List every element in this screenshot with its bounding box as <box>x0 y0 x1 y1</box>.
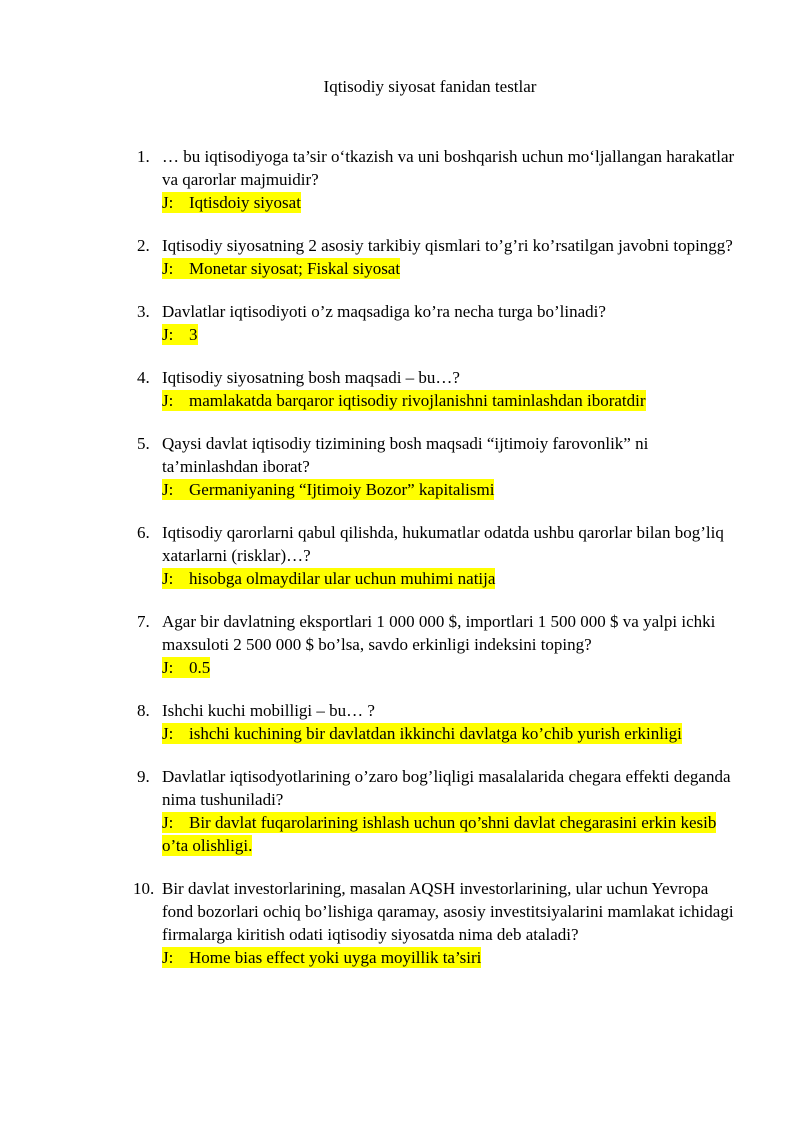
answer-line <box>162 656 742 679</box>
question-item <box>0 699 742 745</box>
question-item <box>0 432 742 501</box>
answer-text: 3 <box>189 325 198 344</box>
question-item <box>0 234 742 280</box>
answer-prefix: J: <box>162 569 174 588</box>
question-item <box>0 366 742 412</box>
answer-line <box>162 478 742 501</box>
answer-highlight <box>162 324 198 345</box>
answer-text: Monetar siyosat; Fiskal siyosat <box>189 259 401 278</box>
question-item <box>0 300 742 346</box>
answer-highlight <box>162 258 400 279</box>
answer-highlight <box>162 657 210 678</box>
question-item <box>0 145 742 214</box>
question-number: 6. <box>137 523 150 542</box>
question-text: Qaysi davlat iqtisodiy tizimining bosh maqsadi “ijtimoiy farovonlik” ni ta’minlashdan iborat? <box>162 434 649 476</box>
question-item <box>0 610 742 679</box>
answer-highlight <box>162 947 481 968</box>
question-item <box>0 521 742 590</box>
answer-line <box>162 722 742 745</box>
answer-prefix: J: <box>162 658 174 677</box>
question-text: Davlatlar iqtisodyotlarining o’zaro bog’liqligi masalalarida chegara effekti deganda nima tushuniladi? <box>162 767 731 809</box>
answer-line <box>162 389 742 412</box>
question-text: Bir davlat investorlarining, masalan AQSH investorlarining, ular uchun Yevropa fond bozorlari ochiq bo’lishiga qaramay, asosiy investitsiyalarini mamlakat ichidagi firmalarga kiritish odati iqtisodiy siyosatda nima deb ataladi? <box>162 879 734 944</box>
answer-text: 0.5 <box>189 658 211 677</box>
answer-line <box>162 946 742 969</box>
answer-highlight <box>162 192 301 213</box>
answer-prefix: J: <box>162 480 174 499</box>
answer-highlight <box>162 479 494 500</box>
question-item <box>0 765 742 857</box>
answer-line <box>162 323 742 346</box>
answer-text: Germaniyaning “Ijtimoiy Bozor” kapitalismi <box>189 480 495 499</box>
page-title: Iqtisodiy siyosat fanidan testlar <box>323 77 537 96</box>
question-text: Agar bir davlatning eksportlari 1 000 000 $, importlari 1 500 000 $ va yalpi ichki maxsuloti 2 500 000 $ bo’lsa, savdo erkinligi indeksini toping? <box>162 612 716 654</box>
answer-text: ishchi kuchining bir davlatdan ikkinchi davlatga ko’chib yurish erkinligi <box>189 724 682 743</box>
question-number: 4. <box>137 368 150 387</box>
answer-highlight <box>162 568 495 589</box>
answer-prefix: J: <box>162 325 174 344</box>
answer-highlight <box>162 390 646 411</box>
answer-prefix: J: <box>162 193 174 212</box>
answer-line <box>162 191 742 214</box>
question-text: Iqtisodiy qarorlarni qabul qilishda, hukumatlar odatda ushbu qarorlar bilan bog’liq xatarlarni (risklar)…? <box>162 523 724 565</box>
question-number: 7. <box>137 612 150 631</box>
answer-prefix: J: <box>162 259 174 278</box>
answer-prefix: J: <box>162 948 174 967</box>
answer-highlight <box>162 723 682 744</box>
question-number: 8. <box>137 701 150 720</box>
answer-text: hisobga olmaydilar ular uchun muhimi natija <box>189 569 496 588</box>
answer-text: mamlakatda barqaror iqtisodiy rivojlanishni taminlashdan iboratdir <box>189 391 646 410</box>
answer-text: Home bias effect yoki uyga moyillik ta’siri <box>189 948 482 967</box>
question-text: Ishchi kuchi mobilligi – bu… ? <box>162 701 375 720</box>
question-list <box>0 145 800 989</box>
answer-prefix: J: <box>162 724 174 743</box>
question-text: Davlatlar iqtisodiyoti o’z maqsadiga ko’ra necha turga bo’linadi? <box>162 302 606 321</box>
question-number: 5. <box>137 434 150 453</box>
question-text: … bu iqtisodiyoga ta’sir o‘tkazish va uni boshqarish uchun mo‘ljallangan harakatlar va qarorlar majmuidir? <box>162 147 735 189</box>
question-number: 3. <box>137 302 150 321</box>
answer-highlight <box>162 812 716 856</box>
question-item <box>0 877 742 969</box>
question-number: 1. <box>137 147 150 166</box>
question-number: 2. <box>137 236 150 255</box>
answer-prefix: J: <box>162 391 174 410</box>
question-number: 10. <box>133 879 155 898</box>
answer-text: Iqtisdoiy siyosat <box>189 193 301 212</box>
answer-line <box>162 811 742 857</box>
question-number: 9. <box>137 767 150 786</box>
question-text: Iqtisodiy siyosatning bosh maqsadi – bu…? <box>162 368 460 387</box>
answer-prefix: J: <box>162 813 174 832</box>
question-text: Iqtisodiy siyosatning 2 asosiy tarkibiy qismlari to’g’ri ko’rsatilgan javobni topingg? <box>162 236 733 255</box>
answer-text: Bir davlat fuqarolarining ishlash uchun qo’shni davlat chegarasini erkin kesib o’ta olishligi. <box>162 813 717 855</box>
answer-line <box>162 567 742 590</box>
answer-line <box>162 257 742 280</box>
